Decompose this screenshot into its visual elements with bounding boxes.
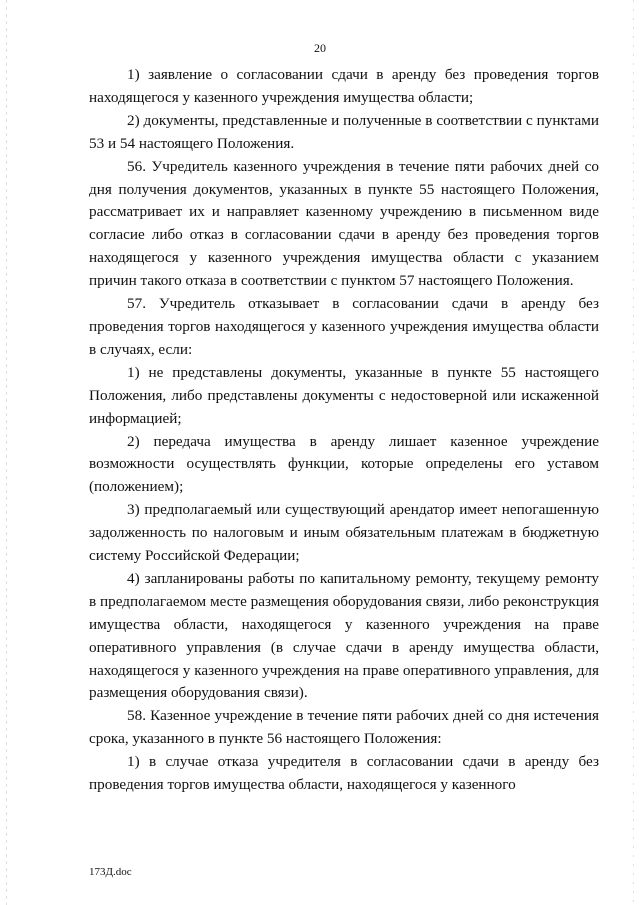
page-number: 20	[314, 41, 326, 55]
paragraph-clause-57: 57. Учредитель отказывает в согласовании сдачи в аренду без проведения торгов находящегося у казенного учреждения имущества области в случаях, если:	[89, 295, 599, 358]
paragraph-clause-57-item-2: 2) передача имущества в аренду лишает казенное учреждение возможности осуществлять функции, которые определены его уставом (положением);	[89, 432, 599, 496]
paragraph-item-1-application: 1) заявление о согласовании сдачи в аренду без проведения торгов находящегося у казенного учреждения имущества области;	[89, 66, 599, 106]
paragraph-clause-57-item-1: 1) не представлены документы, указанные в пункте 55 настоящего Положения, либо представлены документы с недостоверной или искаженной информацией;	[89, 363, 599, 427]
paragraph-clause-57-item-4: 4) запланированы работы по капитальному ремонту, текущему ремонту в предполагаемом месте размещения оборудования связи, либо реконструкция имущества области, находящегося у казенного учреждения на праве оперативного управления (в случае сдачи в аренду имущества области, находящегося у казенного учреждения на праве оперативного управления, для размещения оборудования связи).	[89, 569, 599, 702]
paragraph-clause-58: 58. Казенное учреждение в течение пяти рабочих дней со дня истечения срока, указанного в пункте 56 настоящего Положения:	[89, 707, 599, 748]
scan-edge-right	[633, 0, 634, 905]
footer-filename: 173Д.doc	[89, 866, 132, 878]
paragraph-clause-58-item-1: 1) в случае отказа учредителя в согласовании сдачи в аренду без проведения торгов имущества области, находящегося у казенного	[89, 753, 599, 794]
paragraph-clause-56: 56. Учредитель казенного учреждения в течение пяти рабочих дней со дня получения документов, указанных в пункте 55 настоящего Положения, рассматривает их и направляет казенному учреждению в письменном виде согласие либо отказ в согласовании сдачи в аренду без проведения торгов находящегося у казенного учреждения имущества области с указанием причин такого отказа в соответствии с пунктом 57 настоящего Положения.	[89, 157, 599, 290]
document-body	[89, 64, 599, 797]
paragraph-clause-57-item-3: 3) предполагаемый или существующий арендатор имеет непогашенную задолженность по налоговым и иным обязательным платежам в бюджетную систему Российской Федерации;	[89, 501, 599, 565]
scan-edge-left	[6, 0, 7, 905]
paragraph-item-2-documents: 2) документы, представленные и полученные в соответствии с пунктами 53 и 54 настоящего Положения.	[89, 111, 599, 152]
